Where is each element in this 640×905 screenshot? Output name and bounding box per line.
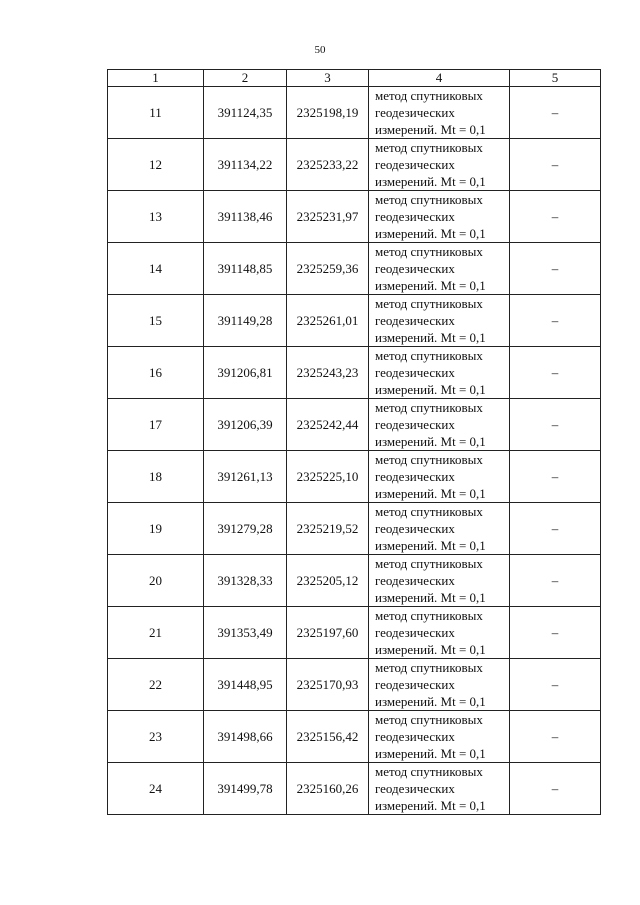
method-line: геодезических [375,313,455,328]
method-line: метод спутниковых [375,140,483,155]
method-line: геодезических [375,261,455,276]
point-number-cell: 15 [108,295,204,347]
method-line: метод спутниковых [375,296,483,311]
method-line: измерений. Mt = 0,1 [375,330,486,345]
method-line: метод спутниковых [375,88,483,103]
point-number-cell: 12 [108,139,204,191]
x-coordinate-cell: 391138,46 [204,191,287,243]
x-coordinate-cell: 391498,66 [204,711,287,763]
method-line: метод спутниковых [375,504,483,519]
x-coordinate-cell: 391279,28 [204,503,287,555]
y-coordinate-cell: 2325242,44 [287,399,369,451]
method-line: измерений. Mt = 0,1 [375,434,486,449]
note-cell: – [510,555,601,607]
method-line: метод спутниковых [375,608,483,623]
header-row [108,70,601,87]
method-line: геодезических [375,417,455,432]
note-cell: – [510,191,601,243]
header-cell-4: 4 [369,70,510,87]
x-coordinate-cell: 391353,49 [204,607,287,659]
note-cell: – [510,503,601,555]
y-coordinate-cell: 2325259,36 [287,243,369,295]
method-line: метод спутниковых [375,400,483,415]
method-cell [369,295,510,347]
table-row [108,607,601,659]
method-line: геодезических [375,105,455,120]
point-number-cell: 17 [108,399,204,451]
x-coordinate-cell: 391134,22 [204,139,287,191]
method-line: измерений. Mt = 0,1 [375,538,486,553]
point-number-cell: 19 [108,503,204,555]
method-line: геодезических [375,677,455,692]
note-cell: – [510,659,601,711]
table-row [108,503,601,555]
method-line: геодезических [375,469,455,484]
table-row [108,555,601,607]
method-cell [369,451,510,503]
method-line: геодезических [375,365,455,380]
table-row [108,659,601,711]
method-line: метод спутниковых [375,556,483,571]
header-cell-3: 3 [287,70,369,87]
method-line: измерений. Mt = 0,1 [375,694,486,709]
method-cell [369,399,510,451]
page-number: 50 [314,44,326,56]
y-coordinate-cell: 2325156,42 [287,711,369,763]
point-number-cell: 20 [108,555,204,607]
note-cell: – [510,347,601,399]
method-line: метод спутниковых [375,660,483,675]
table-row [108,191,601,243]
method-line: геодезических [375,729,455,744]
method-line: измерений. Mt = 0,1 [375,226,486,241]
table-row [108,451,601,503]
y-coordinate-cell: 2325231,97 [287,191,369,243]
x-coordinate-cell: 391261,13 [204,451,287,503]
method-line: измерений. Mt = 0,1 [375,798,486,813]
y-coordinate-cell: 2325160,26 [287,763,369,815]
method-line: измерений. Mt = 0,1 [375,174,486,189]
method-line: метод спутниковых [375,764,483,779]
method-cell [369,659,510,711]
y-coordinate-cell: 2325205,12 [287,555,369,607]
note-cell: – [510,763,601,815]
note-cell: – [510,711,601,763]
method-line: измерений. Mt = 0,1 [375,486,486,501]
method-line: измерений. Mt = 0,1 [375,590,486,605]
table-row [108,295,601,347]
method-cell [369,503,510,555]
point-number-cell: 11 [108,87,204,139]
method-cell [369,191,510,243]
note-cell: – [510,451,601,503]
method-line: геодезических [375,781,455,796]
method-line: метод спутниковых [375,452,483,467]
table-row [108,763,601,815]
x-coordinate-cell: 391206,81 [204,347,287,399]
method-line: метод спутниковых [375,712,483,727]
method-line: измерений. Mt = 0,1 [375,746,486,761]
method-line: геодезических [375,521,455,536]
x-coordinate-cell: 391448,95 [204,659,287,711]
method-cell [369,711,510,763]
method-cell [369,607,510,659]
point-number-cell: 18 [108,451,204,503]
x-coordinate-cell: 391206,39 [204,399,287,451]
table-row [108,243,601,295]
method-line: измерений. Mt = 0,1 [375,122,486,137]
x-coordinate-cell: 391328,33 [204,555,287,607]
point-number-cell: 24 [108,763,204,815]
header-cell-5: 5 [510,70,601,87]
note-cell: – [510,399,601,451]
method-line: метод спутниковых [375,192,483,207]
method-cell [369,243,510,295]
point-number-cell: 23 [108,711,204,763]
x-coordinate-cell: 391499,78 [204,763,287,815]
x-coordinate-cell: 391149,28 [204,295,287,347]
method-line: геодезических [375,573,455,588]
point-number-cell: 14 [108,243,204,295]
method-cell [369,139,510,191]
note-cell: – [510,607,601,659]
note-cell: – [510,295,601,347]
table-header [108,70,601,87]
note-cell: – [510,87,601,139]
y-coordinate-cell: 2325233,22 [287,139,369,191]
y-coordinate-cell: 2325219,52 [287,503,369,555]
table-row [108,139,601,191]
point-number-cell: 13 [108,191,204,243]
method-cell [369,87,510,139]
method-line: метод спутниковых [375,244,483,259]
header-cell-1: 1 [108,70,204,87]
method-line: измерений. Mt = 0,1 [375,642,486,657]
y-coordinate-cell: 2325261,01 [287,295,369,347]
x-coordinate-cell: 391148,85 [204,243,287,295]
y-coordinate-cell: 2325243,23 [287,347,369,399]
table-row [108,711,601,763]
note-cell: – [510,243,601,295]
method-line: метод спутниковых [375,348,483,363]
y-coordinate-cell: 2325197,60 [287,607,369,659]
method-line: геодезических [375,625,455,640]
y-coordinate-cell: 2325170,93 [287,659,369,711]
y-coordinate-cell: 2325225,10 [287,451,369,503]
point-number-cell: 16 [108,347,204,399]
note-cell: – [510,139,601,191]
table-row [108,399,601,451]
y-coordinate-cell: 2325198,19 [287,87,369,139]
point-number-cell: 21 [108,607,204,659]
method-line: измерений. Mt = 0,1 [375,382,486,397]
method-cell [369,555,510,607]
method-line: геодезических [375,209,455,224]
method-cell [369,347,510,399]
x-coordinate-cell: 391124,35 [204,87,287,139]
coordinates-table [107,69,601,815]
method-cell [369,763,510,815]
method-line: измерений. Mt = 0,1 [375,278,486,293]
point-number-cell: 22 [108,659,204,711]
method-line: геодезических [375,157,455,172]
header-cell-2: 2 [204,70,287,87]
table-row [108,347,601,399]
table-row [108,87,601,139]
table-body [108,87,601,815]
